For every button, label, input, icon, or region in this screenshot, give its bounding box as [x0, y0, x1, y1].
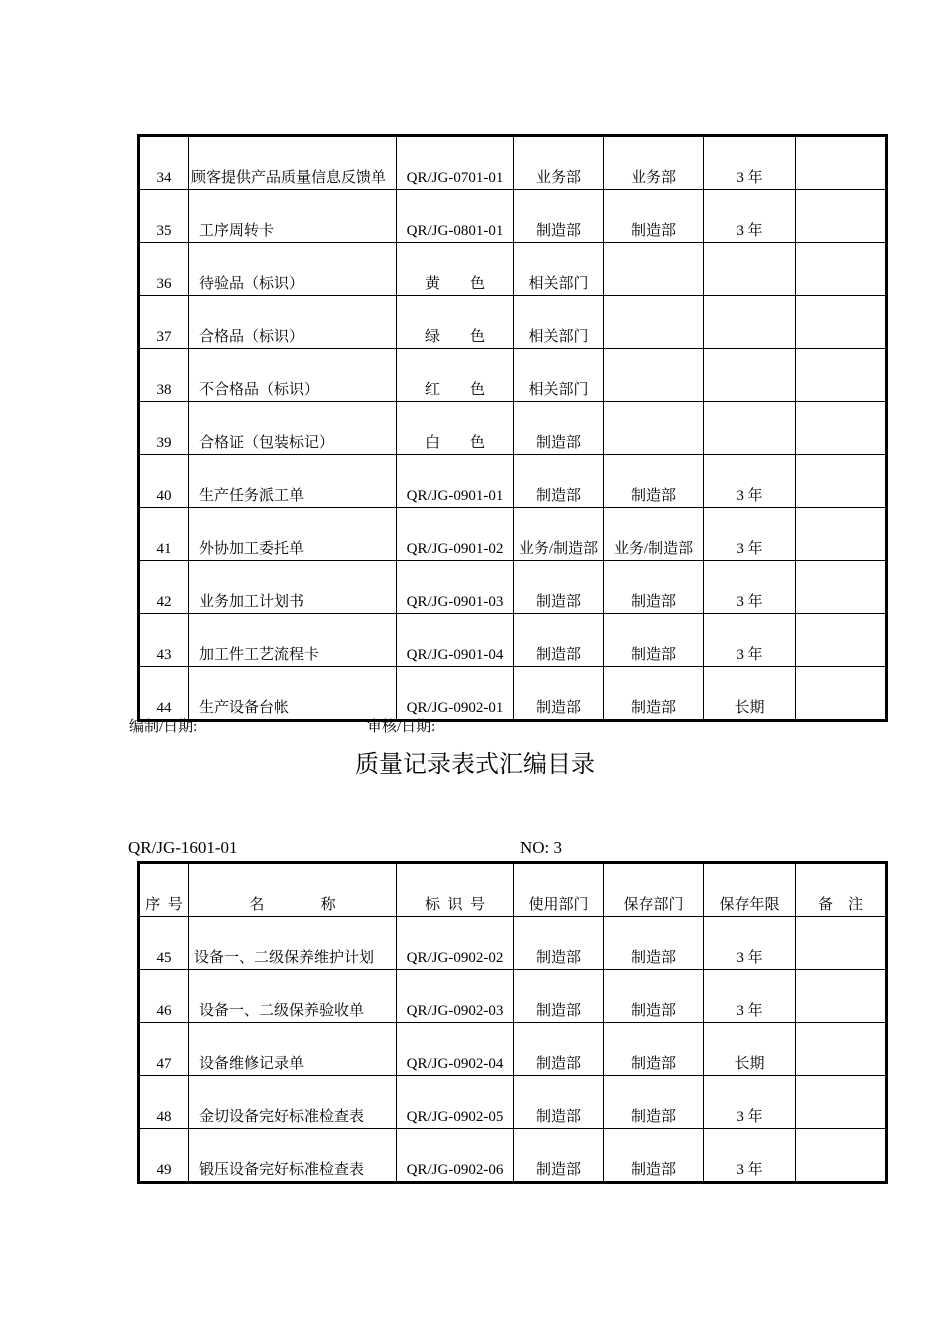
use-department: 制造部	[514, 1076, 604, 1129]
table-row	[139, 970, 887, 1023]
retention-period: 3 年	[704, 508, 796, 561]
retention-period: 3 年	[704, 455, 796, 508]
row-number: 42	[139, 561, 189, 614]
keep-department: 制造部	[604, 917, 704, 970]
note	[796, 1023, 887, 1076]
table-row	[139, 917, 887, 970]
note	[796, 402, 887, 455]
page-title: 质量记录表式汇编目录	[355, 750, 595, 778]
record-name: 顾客提供产品质量信息反馈单	[189, 136, 397, 190]
keep-department: 制造部	[604, 1023, 704, 1076]
retention-period	[704, 243, 796, 296]
record-name: 合格品（标识）	[189, 296, 397, 349]
form-code: QR/JG-1601-01	[128, 838, 238, 857]
keep-department: 制造部	[604, 561, 704, 614]
retention-period: 3 年	[704, 561, 796, 614]
table-header-row	[139, 863, 887, 917]
note	[796, 970, 887, 1023]
retention-period	[704, 402, 796, 455]
use-department: 相关部门	[514, 349, 604, 402]
table-row	[139, 1076, 887, 1129]
record-name: 生产设备台帐	[189, 667, 397, 721]
row-number: 49	[139, 1129, 189, 1183]
table-row	[139, 614, 887, 667]
retention-period: 3 年	[704, 970, 796, 1023]
use-department: 制造部	[514, 455, 604, 508]
retention-period: 3 年	[704, 190, 796, 243]
record-code: QR/JG-0902-06	[397, 1129, 514, 1183]
retention-period: 3 年	[704, 136, 796, 190]
page-number: NO: 3	[520, 838, 563, 857]
use-department: 制造部	[514, 190, 604, 243]
record-name: 加工件工艺流程卡	[189, 614, 397, 667]
retention-period	[704, 296, 796, 349]
label-color-char: 色	[470, 382, 486, 398]
retention-period: 长期	[704, 1023, 796, 1076]
table-row	[139, 136, 887, 190]
record-code: QR/JG-0902-02	[397, 917, 514, 970]
label-color-char: 色	[470, 435, 486, 451]
column-header-keep-department: 保存部门	[604, 863, 704, 917]
record-code: QR/JG-0902-01	[397, 667, 514, 721]
note	[796, 455, 887, 508]
note	[796, 243, 887, 296]
table-row	[139, 1023, 887, 1076]
use-department: 业务部	[514, 136, 604, 190]
row-number: 48	[139, 1076, 189, 1129]
record-name: 外协加工委托单	[189, 508, 397, 561]
record-name: 设备一、二级保养验收单	[189, 970, 397, 1023]
record-code: QR/JG-0801-01	[397, 190, 514, 243]
use-department: 相关部门	[514, 243, 604, 296]
label-color-char: 色	[470, 276, 486, 292]
retention-period: 3 年	[704, 1076, 796, 1129]
retention-period: 长期	[704, 667, 796, 721]
note	[796, 1076, 887, 1129]
retention-period: 3 年	[704, 917, 796, 970]
use-department: 相关部门	[514, 296, 604, 349]
record-code: QR/JG-0902-05	[397, 1076, 514, 1129]
record-code: QR/JG-0902-03	[397, 970, 514, 1023]
column-header-use-department: 使用部门	[514, 863, 604, 917]
keep-department: 业务部	[604, 136, 704, 190]
use-department: 制造部	[514, 614, 604, 667]
record-code: QR/JG-0701-01	[397, 136, 514, 190]
table-row	[139, 561, 887, 614]
note	[796, 296, 887, 349]
row-number: 35	[139, 190, 189, 243]
row-number: 46	[139, 970, 189, 1023]
column-header-name: 名 称	[189, 863, 397, 917]
use-department: 业务/制造部	[514, 508, 604, 561]
label-color	[397, 402, 514, 455]
note	[796, 917, 887, 970]
keep-department: 业务/制造部	[604, 508, 704, 561]
record-name: 合格证（包装标记）	[189, 402, 397, 455]
row-number: 43	[139, 614, 189, 667]
retention-period: 3 年	[704, 614, 796, 667]
record-name: 待验品（标识）	[189, 243, 397, 296]
column-header-number: 序 号	[139, 863, 189, 917]
note	[796, 349, 887, 402]
column-header-note: 备 注	[796, 863, 887, 917]
table-row	[139, 455, 887, 508]
record-name: 金切设备完好标准检查表	[189, 1076, 397, 1129]
use-department: 制造部	[514, 970, 604, 1023]
keep-department: 制造部	[604, 1129, 704, 1183]
row-number: 44	[139, 667, 189, 721]
record-name: 设备维修记录单	[189, 1023, 397, 1076]
label-color	[397, 243, 514, 296]
label-color-char: 白	[424, 435, 440, 451]
note	[796, 667, 887, 721]
label-color-char: 黄	[424, 276, 440, 292]
table-row	[139, 190, 887, 243]
keep-department	[604, 349, 704, 402]
note	[796, 190, 887, 243]
label-color	[397, 349, 514, 402]
column-header-retention-period: 保存年限	[704, 863, 796, 917]
record-name: 业务加工计划书	[189, 561, 397, 614]
row-number: 37	[139, 296, 189, 349]
note	[796, 136, 887, 190]
note	[796, 1129, 887, 1183]
table-row	[139, 296, 887, 349]
record-name: 不合格品（标识）	[189, 349, 397, 402]
use-department: 制造部	[514, 402, 604, 455]
record-name: 锻压设备完好标准检查表	[189, 1129, 397, 1183]
keep-department: 制造部	[604, 970, 704, 1023]
use-department: 制造部	[514, 1023, 604, 1076]
keep-department	[604, 296, 704, 349]
record-name: 工序周转卡	[189, 190, 397, 243]
row-number: 39	[139, 402, 189, 455]
record-code: QR/JG-0901-01	[397, 455, 514, 508]
record-name: 生产任务派工单	[189, 455, 397, 508]
keep-department: 制造部	[604, 190, 704, 243]
table-row	[139, 402, 887, 455]
record-code: QR/JG-0901-03	[397, 561, 514, 614]
use-department: 制造部	[514, 917, 604, 970]
keep-department: 制造部	[604, 455, 704, 508]
row-number: 45	[139, 917, 189, 970]
label-color-char: 色	[470, 329, 486, 345]
row-number: 36	[139, 243, 189, 296]
label-color-char: 红	[424, 382, 440, 398]
record-code: QR/JG-0901-04	[397, 614, 514, 667]
row-number: 41	[139, 508, 189, 561]
compiler-date-label: 编制/日期:	[129, 719, 198, 735]
label-color-char: 绿	[424, 329, 440, 345]
keep-department	[604, 243, 704, 296]
row-number: 47	[139, 1023, 189, 1076]
record-table	[137, 861, 888, 1184]
record-code: QR/JG-0902-04	[397, 1023, 514, 1076]
keep-department: 制造部	[604, 614, 704, 667]
table-row	[139, 508, 887, 561]
use-department: 制造部	[514, 1129, 604, 1183]
note	[796, 561, 887, 614]
row-number: 34	[139, 136, 189, 190]
column-header-code: 标 识 号	[397, 863, 514, 917]
record-code: QR/JG-0901-02	[397, 508, 514, 561]
retention-period	[704, 349, 796, 402]
row-number: 38	[139, 349, 189, 402]
note	[796, 614, 887, 667]
table-row	[139, 243, 887, 296]
record-table-continued	[137, 134, 888, 722]
keep-department: 制造部	[604, 667, 704, 721]
keep-department: 制造部	[604, 1076, 704, 1129]
record-name: 设备一、二级保养维护计划	[189, 917, 397, 970]
table-row	[139, 667, 887, 721]
reviewer-date-label: 审核/日期:	[367, 719, 436, 735]
table-row	[139, 349, 887, 402]
retention-period: 3 年	[704, 1129, 796, 1183]
row-number: 40	[139, 455, 189, 508]
use-department: 制造部	[514, 561, 604, 614]
note	[796, 508, 887, 561]
table-row	[139, 1129, 887, 1183]
use-department: 制造部	[514, 667, 604, 721]
label-color	[397, 296, 514, 349]
keep-department	[604, 402, 704, 455]
